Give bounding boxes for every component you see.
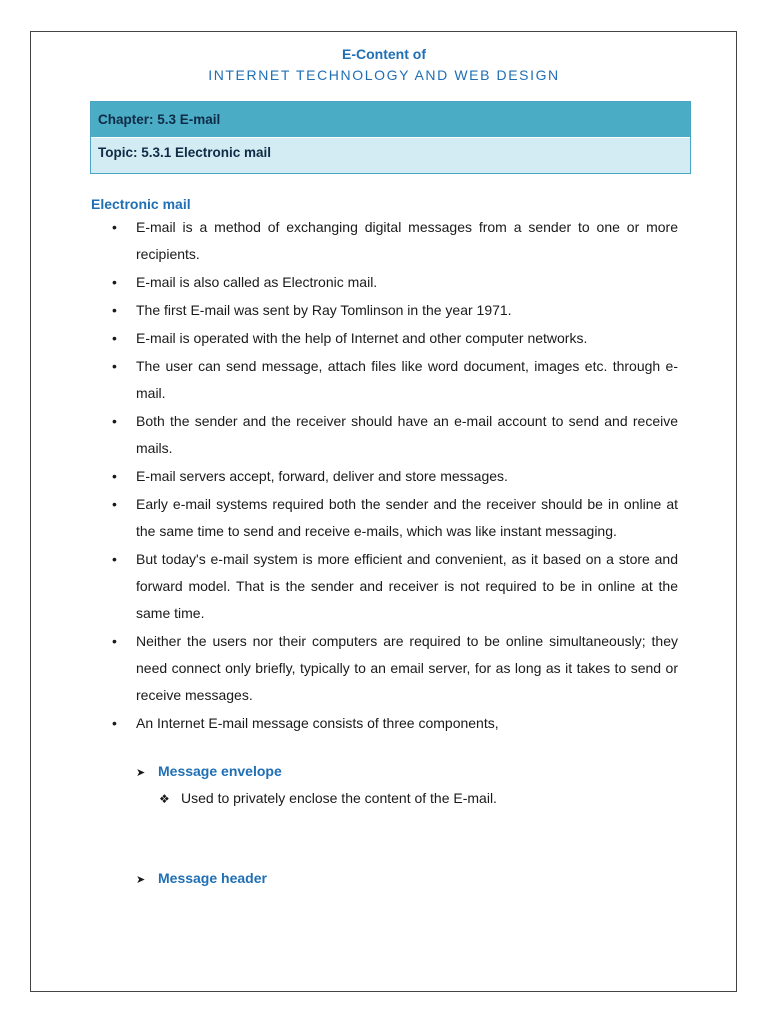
list-item-text: Early e-mail systems required both the sender and the receiver should be in online at the same time to send and receive e-mails, which was like instant messaging. bbox=[136, 496, 678, 539]
list-item-text: The first E-mail was sent by Ray Tomlinson in the year 1971. bbox=[136, 302, 512, 318]
list-item-text: The user can send message, attach files like word document, images etc. through e-mail. bbox=[136, 358, 678, 401]
list-item bbox=[112, 297, 678, 324]
bullet-list bbox=[112, 214, 678, 738]
document-title: E-Content of bbox=[342, 46, 426, 62]
list-item bbox=[112, 546, 678, 627]
bullet-icon: • bbox=[112, 468, 117, 484]
component-message-envelope bbox=[136, 763, 282, 779]
list-item bbox=[112, 214, 678, 268]
chapter-label: Chapter: 5.3 E-mail bbox=[91, 102, 690, 138]
bullet-icon: • bbox=[112, 715, 117, 731]
bullet-icon: • bbox=[112, 330, 117, 346]
list-item-text: E-mail servers accept, forward, deliver and store messages. bbox=[136, 468, 508, 484]
topic-label: Topic: 5.3.1 Electronic mail bbox=[91, 138, 690, 173]
component-detail bbox=[159, 790, 497, 806]
bullet-icon: • bbox=[112, 551, 117, 567]
list-item bbox=[112, 353, 678, 407]
list-item bbox=[112, 325, 678, 352]
list-item-text: E-mail is also called as Electronic mail. bbox=[136, 274, 378, 290]
list-item bbox=[112, 408, 678, 462]
list-item bbox=[112, 628, 678, 709]
list-item-text: E-mail is operated with the help of Internet and other computer networks. bbox=[136, 330, 588, 346]
list-item-text: E-mail is a method of exchanging digital messages from a sender to one or more recipients. bbox=[136, 219, 678, 262]
list-item bbox=[112, 269, 678, 296]
list-item-text: An Internet E-mail message consists of three components, bbox=[136, 715, 499, 731]
diamond-bullet-icon: ❖ bbox=[159, 792, 170, 806]
arrow-bullet-icon: ➤ bbox=[136, 767, 146, 779]
list-item-text: But today's e-mail system is more efficient and convenient, as it based on a store and forward model. That is the sender and receiver is not required to be in online at the same time. bbox=[136, 551, 678, 621]
component-label: Message envelope bbox=[158, 763, 282, 779]
bullet-icon: • bbox=[112, 219, 117, 235]
chapter-topic-box bbox=[90, 101, 691, 174]
list-item bbox=[112, 710, 678, 737]
bullet-icon: • bbox=[112, 413, 117, 429]
bullet-icon: • bbox=[112, 274, 117, 290]
section-heading: Electronic mail bbox=[91, 196, 191, 212]
bullet-icon: • bbox=[112, 302, 117, 318]
list-item-text: Both the sender and the receiver should have an e-mail account to send and receive mails. bbox=[136, 413, 678, 456]
list-item bbox=[112, 491, 678, 545]
bullet-icon: • bbox=[112, 358, 117, 374]
list-item bbox=[112, 463, 678, 490]
document-subtitle: INTERNET TECHNOLOGY AND WEB DESIGN bbox=[208, 67, 560, 83]
list-item-text: Neither the users nor their computers are required to be online simultaneously; they need connect only briefly, typically to an email server, for as long as it takes to send or receive messages. bbox=[136, 633, 678, 703]
component-message-header bbox=[136, 870, 267, 886]
bullet-icon: • bbox=[112, 496, 117, 512]
arrow-bullet-icon: ➤ bbox=[136, 874, 146, 886]
component-label: Message header bbox=[158, 870, 267, 886]
bullet-icon: • bbox=[112, 633, 117, 649]
component-detail-text: Used to privately enclose the content of the E-mail. bbox=[181, 790, 497, 806]
